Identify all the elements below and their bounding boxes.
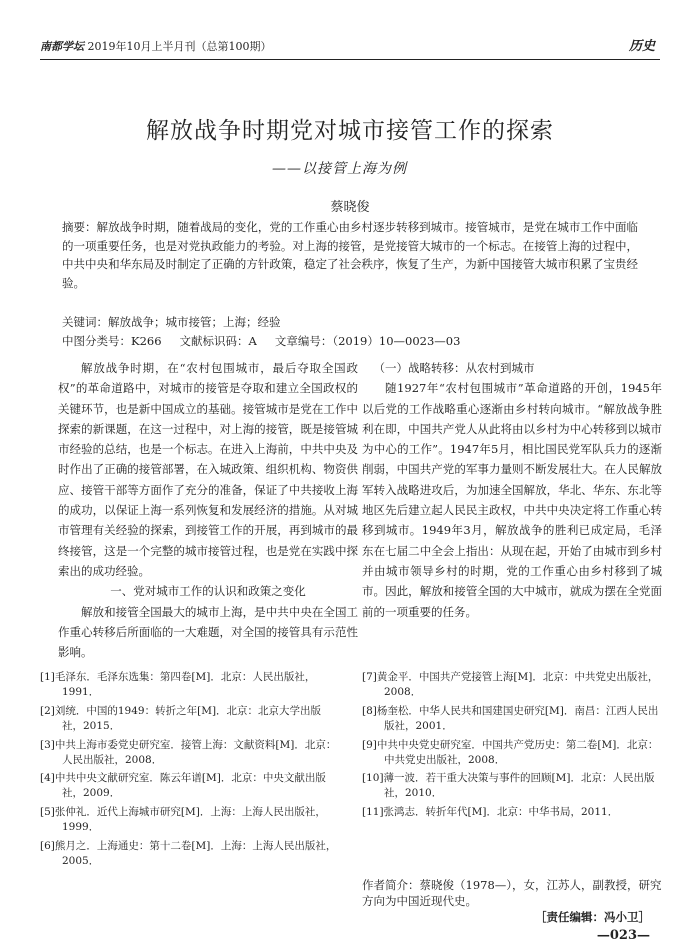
document-code: 文献标识码：A [179, 334, 257, 348]
author-name: 蔡晓俊 [330, 200, 370, 215]
reference-item: [2]刘统．中国的1949：转折之年[M]．北京：北京大学出版社，2015． [40, 704, 322, 732]
section-name: 历史 [628, 39, 655, 54]
article-title: 解放战争时期党对城市接管工作的探索 [146, 118, 554, 144]
journal-logo: 南都学坛 [40, 40, 84, 53]
body-paragraph: 解放和接管全国最大的城市上海，是中共中央在全国工作重心转移后所面临的一大难题，对全国的接管具有示范性影响。 [58, 604, 358, 660]
abstract: 摘要：解放战争时期，随着战局的变化，党的工作重心由乡村逐步转移到城市。接管城市，是党在城市工作中面临的一项重要任务，也是对党执政能力的考验。对上海的接管，是党接管大城市的一个标志。在接管上海的过程中，中共中央和华东局及时制定了正确的方针政策，稳定了社会秩序，恢复了生产，为新中国接管大城市积累了宝贵经验。 [62, 220, 638, 290]
keywords: 关键词：解放战争；城市接管；上海；经验 [62, 315, 281, 329]
reference-item: [8]杨奎松．中华人民共和国建国史研究[M]．南昌：江西人民出版社，2001． [362, 704, 659, 732]
body-left-column [58, 358, 358, 662]
body-right-column [362, 358, 662, 622]
reference-item: [5]张仲礼．近代上海城市研究[M]．上海：上海人民出版社，1999． [40, 806, 326, 834]
subsection-heading: （一）战略转移：从农村到城市 [373, 361, 535, 375]
editor-credit: ［责任编辑：冯小卫］ [535, 910, 650, 924]
page-number: —023— [596, 928, 650, 943]
body-paragraph: 解放战争时期，在“农村包围城市，最后夺取全国政权”的革命道路中，对城市的接管是夺取和建立全国政权的关键环节，也是新中国成立的基础。接管城市是党在工作中探索的新课题，在这一过程中，对上海的接管，既是接管城市经验的总结，也是一个标志。在进入上海前，中共中央及时作出了正确的接管部署，在入城政策、组织机构、物资供应、接管干部等方面作了充分的准备，保证了中共接收上海的成功，以保证上海一系列恢复和发展经济的措施。从对城市管理有关经验的探索，到接管工作的开展，再到城市的最终接管，这是一个完整的城市接管过程，也是党在实践中探索出的成功经验。 [58, 361, 358, 578]
header-rule [40, 59, 660, 60]
reference-item: [10]薄一波．若干重大决策与事件的回顾[M]．北京：人民出版社，2010． [362, 772, 655, 800]
reference-item: [9]中共中央党史研究室．中国共产党历史：第二卷[M]．北京：中共党史出版社，2008． [362, 738, 659, 766]
classification-line [62, 333, 638, 349]
clc-number: 中图分类号：K266 [62, 334, 162, 348]
body-paragraph: 随1927年“农村包围城市”革命道路的开创，1945年以后党的工作战略重心逐渐由乡村转向城市。“解放战争胜利在即，中国共产党人从此将由以乡村为中心转移到以城市为中心的工作”。1947年5月，相比国民党军队兵力的逐渐削弱，中国共产党的军事力量则不断发展壮大。在人民解放军转入战略进攻后，为加速全国解放，华北、华东、东北等地区先后建立起人民民主政权，中共中央决定将工作重心转移到城市。1949年3月，解放战争的胜利已成定局，毛泽东在七届二中全会上指出：从现在起，开始了由城市到乡村并由城市领导乡村的时期，党的工作重心由乡村移到了城市。因此，解放和接管全国的大中城市，就成为摆在全党面前的一项重要的任务。 [362, 381, 662, 619]
reference-item: [3]中共上海市委党史研究室．接管上海：文献资料[M]．北京：人民出版社，2008． [40, 738, 337, 766]
references-left [40, 670, 340, 873]
article-number: 文章编号：（2019）10—0023—03 [274, 334, 461, 348]
section-heading: 一、党对城市工作的认识和政策之变化 [110, 584, 306, 599]
references-right [362, 670, 662, 824]
article-subtitle: ——以接管上海为例 [272, 161, 407, 177]
reference-item: [1]毛泽东．毛泽东选集：第四卷[M]．北京：人民出版社，1991． [40, 671, 316, 698]
reference-item: [11]张鸿志．转折年代[M]．北京：中华书局，2011． [362, 806, 619, 819]
journal-header [40, 38, 272, 54]
reference-item: [7]黄金平．中国共产党接管上海[M]．北京：中共党史出版社，2008． [362, 671, 659, 698]
reference-item: [4]中共中央文献研究室．陈云年谱[M]．北京：中央文献出版社，2009． [40, 772, 326, 800]
reference-item: [6]熊月之．上海通史：第十二卷[M]．上海：上海人民出版社，2005． [40, 840, 337, 867]
author-bio: 作者简介：蔡晓俊（1978—），女，江苏人，副教授，研究方向为中国近现代史。 [362, 878, 662, 908]
issue-info: 2019年10月上半月刊（总第100期） [87, 40, 272, 53]
